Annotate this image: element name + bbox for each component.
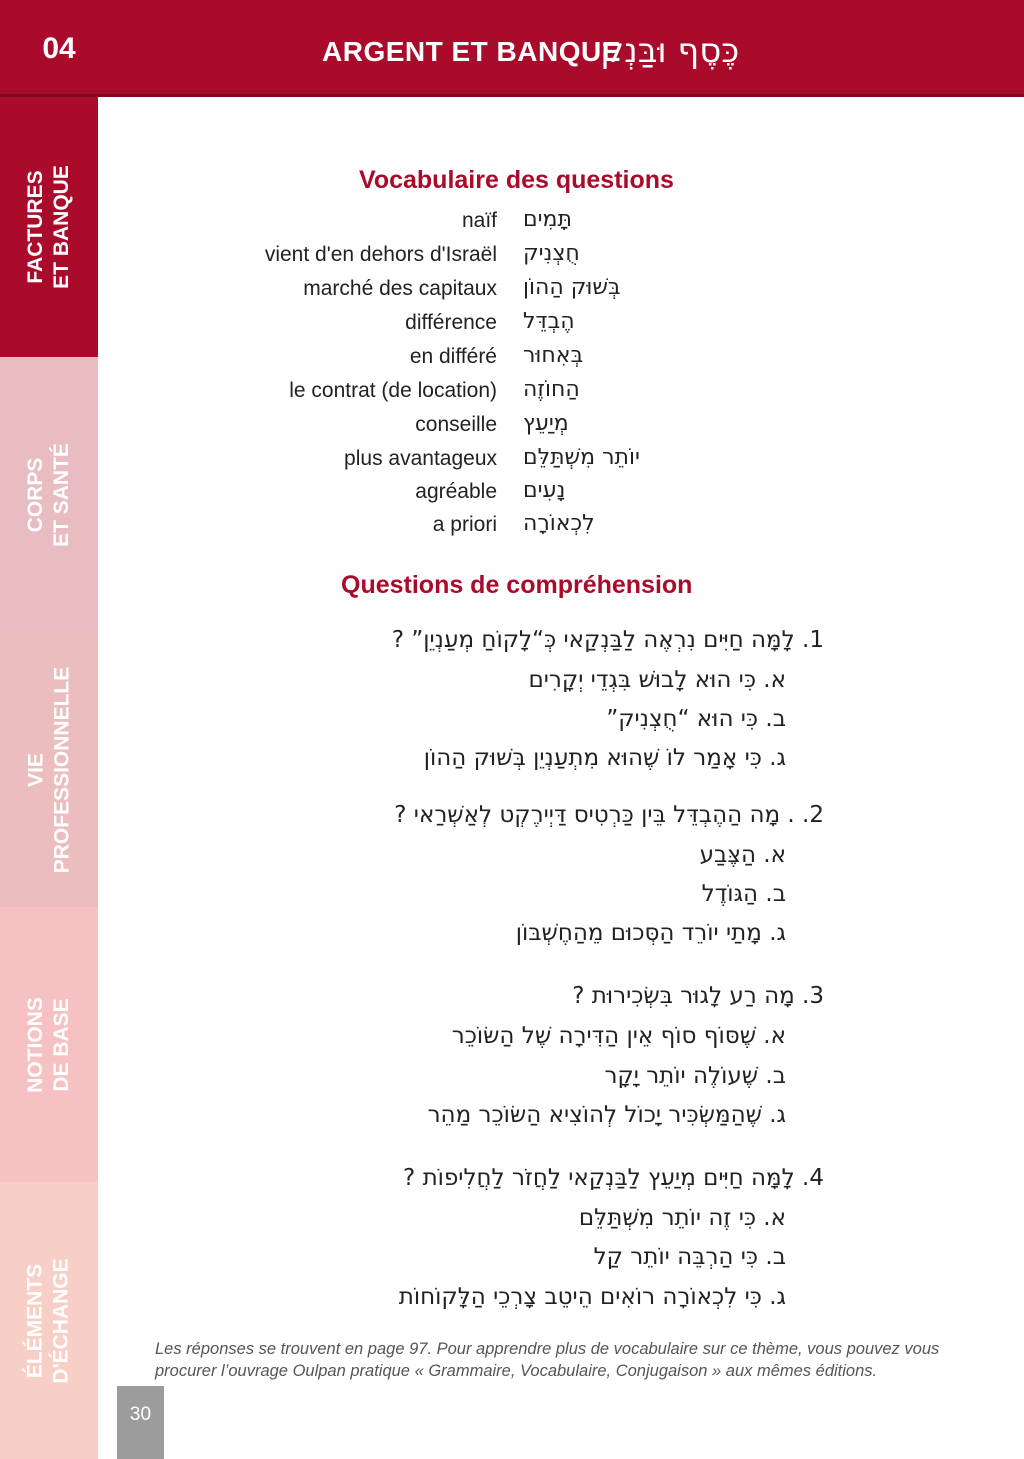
vocab-french: naïf <box>461 209 497 232</box>
vocab-hebrew: הֶבְדֵּל <box>523 309 575 334</box>
vocab-hebrew: לִכְאוֹרָה <box>523 511 595 536</box>
answer-option: ב. שֶׁעוֹלֶה יוֹתֵר יָקָר <box>604 1063 786 1089</box>
vocab-row <box>0 379 1024 413</box>
answer-option: א. כִּי הוּא לָבוּשׁ בִּגְדֵי יְקָרִים <box>528 667 786 693</box>
vocab-hebrew: חֻצְנִיק <box>523 241 580 266</box>
question-1: 1. לָמָּה חַיִּים נִרְאֶה לַבַּנְקַאי כְּ“לָקוֹחַ מְעַנְיֵן” ? <box>391 627 824 653</box>
vocab-french: plus avantageux <box>344 447 497 470</box>
vocab-hebrew: נָעִים <box>523 478 566 503</box>
answer-option: ב. הַגּוֹדֶל <box>701 881 786 907</box>
vocab-hebrew: מְיַעֵץ <box>523 411 569 436</box>
page-number: 30 <box>117 1386 164 1459</box>
vocab-french: agréable <box>415 480 497 503</box>
sidebar-tab-label: NOTIONS DE BASE <box>23 996 73 1093</box>
vocab-hebrew: תָּמִים <box>523 207 572 232</box>
sidebar-tab-label: VIE PROFESSIONNELLE <box>24 666 73 873</box>
vocab-french: le contrat (de location) <box>289 379 497 402</box>
vocab-french: vient d'en dehors d'Israël <box>264 243 497 266</box>
vocab-row <box>0 413 1024 447</box>
answer-option: א. כִּי זֶה יוֹתֵר מִשְׁתַּלֵּם <box>578 1205 786 1231</box>
vocab-french: en différé <box>409 345 497 368</box>
vocab-row <box>0 243 1024 277</box>
answer-option: ג. שֶׁהַמַּשְׂכִּיר יָכוֹל לְהוֹצִיא הַשּׂוֹכֵר מַהֵר <box>427 1102 786 1128</box>
sidebar-tab-label: FACTURES ET BANQUE <box>24 165 73 289</box>
answer-option: א. הַצֶּבַע <box>699 842 786 868</box>
answer-option: ב. כִּי הוּא “חֻצְנִיק” <box>606 706 786 732</box>
answer-option: ג. כִּי לִכְאוֹרָה רוֹאִים הֵיטֵב צָרְכֵי הַלָּקוֹחוֹת <box>398 1284 786 1310</box>
questions-section-title: Questions de compréhension <box>341 571 693 599</box>
vocab-french: marché des capitaux <box>303 277 497 300</box>
vocab-french: conseille <box>415 413 497 436</box>
answer-option: א. שֶׁסּוֹף סוֹף אֵין הַדִּירָה שֶׁל הַשּׂוֹכֵר <box>451 1023 786 1049</box>
sidebar-tab-label: CORPS ET SANTÉ <box>24 442 73 547</box>
vocab-row <box>0 311 1024 345</box>
question-3: 3. מָה רַע לָגוּר בִּשְׂכִירוּת ? <box>572 983 824 1009</box>
vocab-row <box>0 480 1024 514</box>
answer-option: ב. כִּי הַרְבֵּה יוֹתֵר קַל <box>593 1244 786 1270</box>
vocab-hebrew: הַחוֹזֶה <box>523 377 580 402</box>
chapter-number: 04 <box>42 31 76 65</box>
vocab-row <box>0 345 1024 379</box>
sidebar-tab-label: ÉLÉMENTS D'ÉCHANGE <box>24 1257 74 1384</box>
sidebar-tab-elements[interactable] <box>0 1182 98 1459</box>
vocab-section-title: Vocabulaire des questions <box>359 166 674 194</box>
answer-option: ג. כִּי אָמַר לוֹ שֶׁהוּא מִתְעַנְיֵן בְּשׁוּק הַהוֹן <box>423 745 786 771</box>
vocab-row <box>0 447 1024 481</box>
vocab-hebrew: בְּאִחוּר <box>523 343 584 368</box>
footnote: Les réponses se trouvent en page 97. Pour apprendre plus de vocabulaire sur ce thème, vous pouvez vous procurer l’ouvrage Oulpan pratique « Grammaire, Vocabulaire, Conjugaison » aux mêmes éditions. <box>155 1340 940 1380</box>
vocab-row <box>0 513 1024 547</box>
vocab-french: différence <box>405 311 497 334</box>
vocab-hebrew: בְּשׁוּק הַהוֹן <box>523 275 621 300</box>
chapter-header <box>0 0 1024 97</box>
vocab-row <box>0 277 1024 311</box>
chapter-title: ARGENT ET BANQUE <box>322 36 621 67</box>
vocab-hebrew: יוֹתֵר מִשְׁתַּלֵּם <box>523 445 640 470</box>
question-2: 2. . מָה הַהֶבְדֵּל בֵּין כַּרְטִיס דַּיְירֶקְט לְאַשְׁרַאי ? <box>394 802 824 828</box>
question-4: 4. לָמָּה חַיִּים מְיַעֵץ לַבַּנְקַאי לַחֲזֹר לַחֲלִיפוֹת ? <box>403 1165 824 1191</box>
sidebar-tab-vie-professionnelle[interactable] <box>0 632 98 907</box>
vocab-french: a priori <box>432 513 497 536</box>
sidebar-tab-notions[interactable] <box>0 907 98 1182</box>
chapter-title-hebrew: כֶּסֶף וּבַּנְק <box>600 31 740 71</box>
answer-option: ג. מָתַי יוֹרֵד הַסְּכוּם מֵהַחֶשְׁבּוֹן <box>515 920 786 946</box>
vocab-row <box>0 209 1024 243</box>
